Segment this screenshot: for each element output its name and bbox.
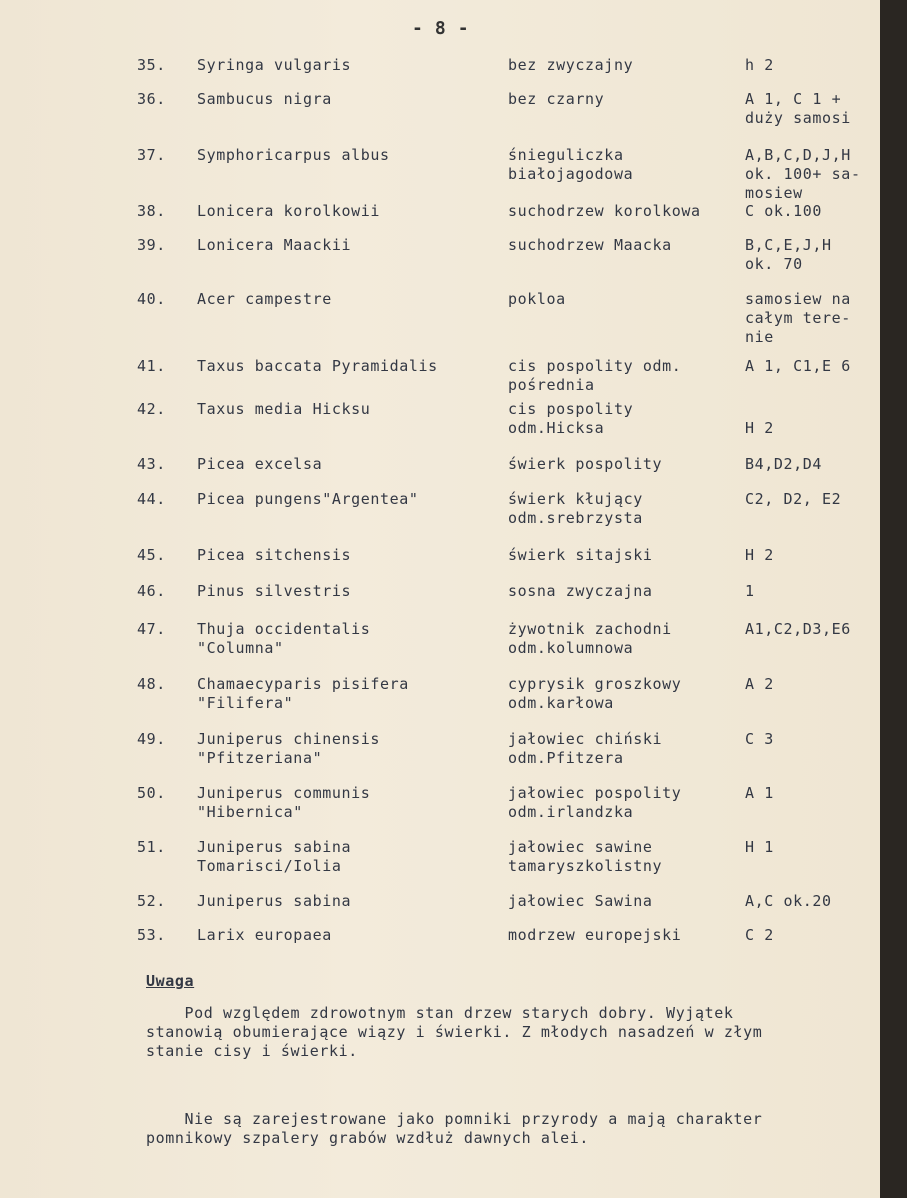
latin-name: Juniperus sabina (197, 892, 352, 910)
table-row (0, 400, 880, 460)
row-number: 49. (137, 730, 166, 748)
polish-name: cyprysik groszkowy odm.karłowa (508, 675, 682, 712)
polish-name: świerk pospolity (508, 455, 663, 473)
latin-name: Picea pungens"Argentea" (197, 490, 419, 508)
row-number: 40. (137, 290, 166, 308)
row-number: 45. (137, 546, 166, 564)
latin-name: Lonicera Maackii (197, 236, 352, 254)
row-number: 43. (137, 455, 166, 473)
polish-name: suchodrzew Maacka (508, 236, 672, 254)
location-code: samosiew na całym tere- nie (745, 290, 851, 346)
polish-name: bez zwyczajny (508, 56, 634, 74)
latin-name: Picea sitchensis (197, 546, 352, 564)
row-number: 35. (137, 56, 166, 74)
table-row (0, 675, 880, 735)
row-number: 51. (137, 838, 166, 856)
polish-name: świerk kłujący odm.srebrzysta (508, 490, 643, 527)
latin-name: Acer campestre (197, 290, 332, 308)
note-heading: Uwaga (146, 972, 195, 990)
row-number: 37. (137, 146, 166, 164)
location-code: A,B,C,D,J,H ok. 100+ sa- mosiew (745, 146, 861, 202)
latin-name: Picea excelsa (197, 455, 323, 473)
latin-name: Thuja occidentalis "Columna" (197, 620, 371, 657)
polish-name: śnieguliczka białojagodowa (508, 146, 634, 183)
row-number: 44. (137, 490, 166, 508)
table-row (0, 290, 880, 350)
location-code: h 2 (745, 56, 774, 74)
location-code: H 2 (745, 546, 774, 564)
latin-name: Juniperus sabina Tomarisci/Iolia (197, 838, 352, 875)
polish-name: jałowiec sawine tamaryszkolistny (508, 838, 663, 875)
location-code: B4,D2,D4 (745, 455, 823, 473)
table-row (0, 838, 880, 898)
latin-name: Chamaecyparis pisifera "Filifera" (197, 675, 409, 712)
location-code: A,C ok.20 (745, 892, 832, 910)
row-number: 42. (137, 400, 166, 418)
latin-name: Syringa vulgaris (197, 56, 352, 74)
row-number: 50. (137, 784, 166, 802)
polish-name: bez czarny (508, 90, 605, 108)
location-code: A 2 (745, 675, 774, 693)
location-code: A 1, C1,E 6 (745, 357, 851, 375)
latin-name: Taxus media Hicksu (197, 400, 371, 418)
latin-name: Juniperus chinensis "Pfitzeriana" (197, 730, 380, 767)
row-number: 48. (137, 675, 166, 693)
table-row (0, 236, 880, 296)
row-number: 41. (137, 357, 166, 375)
row-number: 53. (137, 926, 166, 944)
table-row (0, 90, 880, 150)
polish-name: modrzew europejski (508, 926, 682, 944)
polish-name: suchodrzew korolkowa (508, 202, 701, 220)
table-row (0, 730, 880, 790)
table-row (0, 620, 880, 680)
location-code: A1,C2,D3,E6 (745, 620, 851, 638)
page-number: - 8 - (412, 18, 470, 39)
polish-name: jałowiec Sawina (508, 892, 653, 910)
location-code: B,C,E,J,H ok. 70 (745, 236, 832, 273)
location-code: C 2 (745, 926, 774, 944)
polish-name: cis pospolity odm. pośrednia (508, 357, 682, 394)
note-paragraph-2: Nie są zarejestrowane jako pomniki przyrody a mają charakter pomnikowy szpalery grabów wzdłuż dawnych alei. (146, 1110, 763, 1147)
row-number: 39. (137, 236, 166, 254)
row-number: 38. (137, 202, 166, 220)
polish-name: żywotnik zachodni odm.kolumnowa (508, 620, 672, 657)
location-code: 1 (745, 582, 755, 600)
latin-name: Lonicera korolkowii (197, 202, 380, 220)
polish-name: cis pospolity odm.Hicksa (508, 400, 634, 437)
location-code: H 2 (745, 419, 774, 437)
polish-name: jałowiec pospolity odm.irlandzka (508, 784, 682, 821)
polish-name: jałowiec chiński odm.Pfitzera (508, 730, 663, 767)
note-paragraph-1: Pod względem zdrowotnym stan drzew starych dobry. Wyjątek stanowią obumierające wiązy i świerki. Z młodych nasadzeń w złym stanie cisy i świerki. (146, 1004, 763, 1060)
polish-name: świerk sitajski (508, 546, 653, 564)
location-code: C 3 (745, 730, 774, 748)
polish-name: sosna zwyczajna (508, 582, 653, 600)
latin-name: Larix europaea (197, 926, 332, 944)
latin-name: Taxus baccata Pyramidalis (197, 357, 438, 375)
location-code: C2, D2, E2 (745, 490, 842, 508)
row-number: 52. (137, 892, 166, 910)
table-row (0, 784, 880, 844)
latin-name: Sambucus nigra (197, 90, 332, 108)
latin-name: Symphoricarpus albus (197, 146, 390, 164)
latin-name: Pinus silvestris (197, 582, 352, 600)
location-code: C ok.100 (745, 202, 823, 220)
row-number: 47. (137, 620, 166, 638)
location-code: A 1 (745, 784, 774, 802)
table-row (0, 146, 880, 206)
location-code: A 1, C 1 + duży samosi (745, 90, 851, 127)
row-number: 36. (137, 90, 166, 108)
location-code: H 1 (745, 838, 774, 856)
row-number: 46. (137, 582, 166, 600)
table-row (0, 926, 880, 986)
polish-name: pokloa (508, 290, 566, 308)
latin-name: Juniperus communis "Hibernica" (197, 784, 371, 821)
table-row (0, 490, 880, 550)
